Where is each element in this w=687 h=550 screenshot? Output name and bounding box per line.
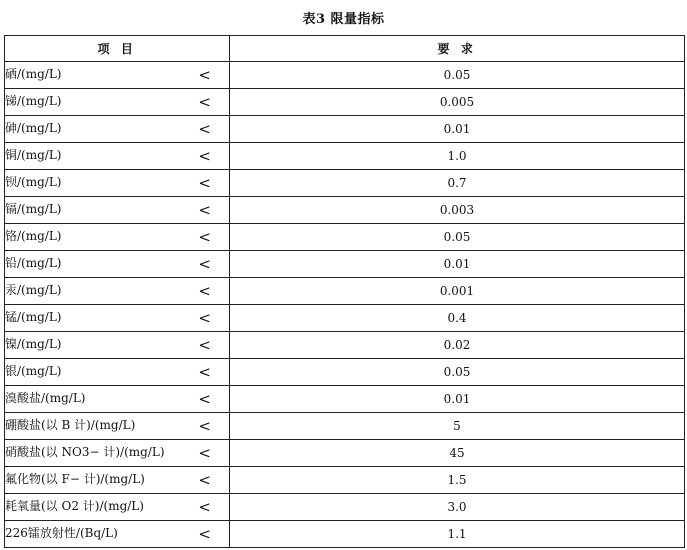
requirement-value: 0.01 [230,251,685,278]
table-row [5,521,685,548]
relation-symbol: < [198,471,211,489]
relation-symbol: < [198,525,211,543]
requirement-value: 0.05 [230,62,685,89]
item-cell [5,494,230,521]
requirement-value: 0.01 [230,116,685,143]
item-name: 镍/(mg/L) [5,337,62,351]
table-row [5,170,685,197]
relation-symbol: < [198,201,211,219]
requirement-value: 0.01 [230,386,685,413]
item-cell [5,413,230,440]
requirement-value: 0.05 [230,224,685,251]
item-name: 226镭放射性/(Bq/L) [5,526,118,540]
item-name: 铅/(mg/L) [5,256,62,270]
table-row [5,251,685,278]
table-row [5,413,685,440]
relation-symbol: < [198,255,211,273]
item-cell [5,89,230,116]
requirement-value: 5 [230,413,685,440]
item-name: 耗氧量(以 O2 计)/(mg/L) [5,499,144,513]
requirement-value: 0.4 [230,305,685,332]
item-name: 硼酸盐(以 B 计)/(mg/L) [5,418,136,432]
requirement-value: 0.005 [230,89,685,116]
requirement-value: 3.0 [230,494,685,521]
requirement-value: 0.001 [230,278,685,305]
item-cell [5,305,230,332]
requirement-value: 0.05 [230,359,685,386]
item-name: 铬/(mg/L) [5,229,62,243]
table-row [5,386,685,413]
relation-symbol: < [198,228,211,246]
item-cell [5,440,230,467]
relation-symbol: < [198,282,211,300]
table-row [5,305,685,332]
item-name: 镉/(mg/L) [5,202,62,216]
relation-symbol: < [198,147,211,165]
item-cell [5,197,230,224]
limits-table [4,35,685,548]
item-cell [5,278,230,305]
item-cell [5,467,230,494]
relation-symbol: < [198,363,211,381]
requirement-value: 0.7 [230,170,685,197]
item-cell [5,224,230,251]
table-row [5,143,685,170]
item-cell [5,521,230,548]
table-row [5,332,685,359]
table-row [5,494,685,521]
requirement-value: 0.003 [230,197,685,224]
table-row [5,197,685,224]
item-name: 铜/(mg/L) [5,148,62,162]
table-row [5,62,685,89]
relation-symbol: < [198,309,211,327]
requirement-value: 0.02 [230,332,685,359]
relation-symbol: < [198,390,211,408]
item-name: 锰/(mg/L) [5,310,62,324]
item-name: 氟化物(以 F− 计)/(mg/L) [5,472,145,486]
item-cell [5,332,230,359]
relation-symbol: < [198,66,211,84]
item-cell [5,143,230,170]
relation-symbol: < [198,417,211,435]
item-name: 钡/(mg/L) [5,175,62,189]
table-row [5,278,685,305]
requirement-value: 1.5 [230,467,685,494]
item-cell [5,170,230,197]
item-name: 硝酸盐(以 NO3− 计)/(mg/L) [5,445,165,459]
table-row [5,440,685,467]
requirement-value: 45 [230,440,685,467]
table-row [5,359,685,386]
table-row [5,224,685,251]
relation-symbol: < [198,336,211,354]
table-caption: 表3 限量指标 [302,12,385,27]
table-row [5,116,685,143]
item-cell [5,359,230,386]
item-name: 溴酸盐/(mg/L) [5,391,86,405]
relation-symbol: < [198,498,211,516]
relation-symbol: < [198,93,211,111]
item-name: 硒/(mg/L) [5,67,62,81]
header-row [5,36,685,62]
item-name: 汞/(mg/L) [5,283,62,297]
relation-symbol: < [198,444,211,462]
table-row [5,89,685,116]
item-cell [5,251,230,278]
item-cell [5,116,230,143]
header-requirement: 要 求 [230,36,685,62]
item-cell [5,386,230,413]
requirement-value: 1.1 [230,521,685,548]
requirement-value: 1.0 [230,143,685,170]
table-row [5,467,685,494]
item-name: 银/(mg/L) [5,364,62,378]
item-cell [5,62,230,89]
relation-symbol: < [198,174,211,192]
header-item: 项 目 [5,36,230,62]
item-name: 锑/(mg/L) [5,94,62,108]
item-name: 砷/(mg/L) [5,121,62,135]
relation-symbol: < [198,120,211,138]
